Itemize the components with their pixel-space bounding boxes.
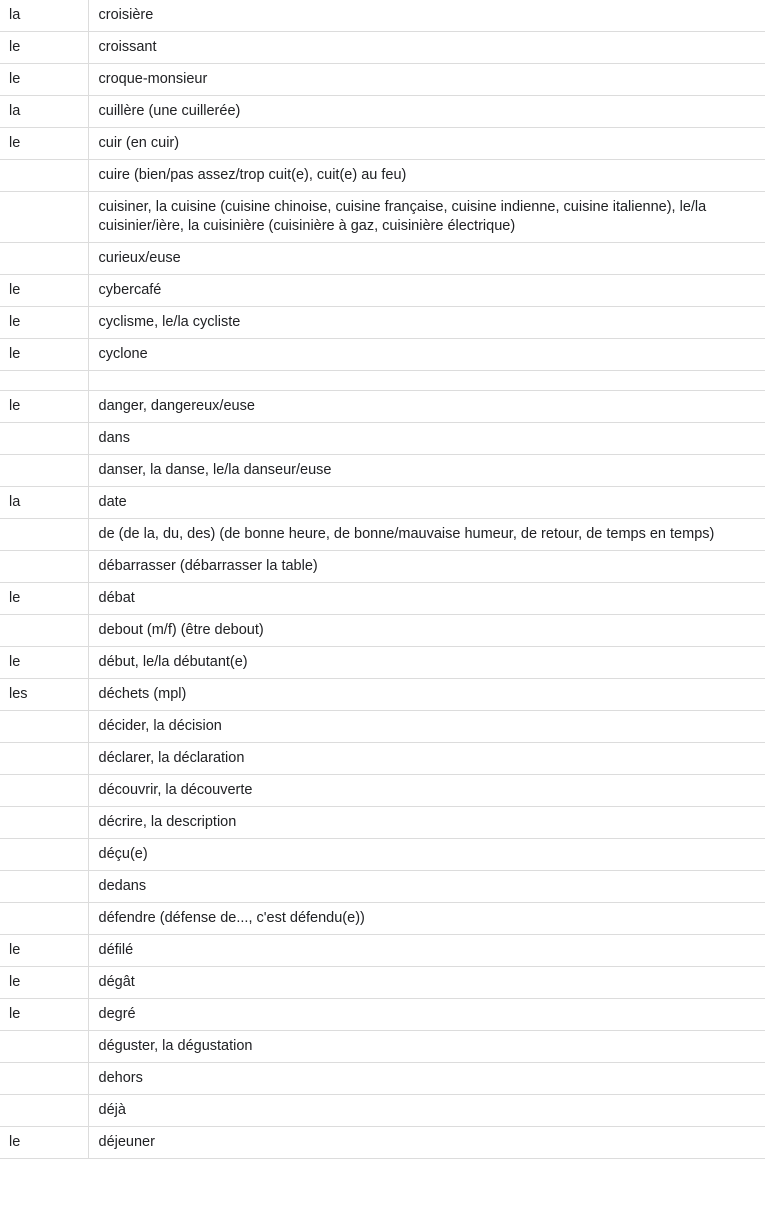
table-row: [0, 487, 765, 519]
table-row: [0, 519, 765, 551]
table-row: [0, 391, 765, 423]
cell-term: dégât: [88, 967, 765, 999]
cell-term: cuire (bien/pas assez/trop cuit(e), cuit(e) au feu): [88, 160, 765, 192]
table-row: [0, 711, 765, 743]
cell-term: déçu(e): [88, 839, 765, 871]
cell-term: dedans: [88, 871, 765, 903]
cell-article: le: [0, 64, 88, 96]
table-row: [0, 192, 765, 243]
table-row: [0, 743, 765, 775]
cell-article: la: [0, 487, 88, 519]
table-row: [0, 615, 765, 647]
table-row: [0, 1063, 765, 1095]
cell-article: les: [0, 679, 88, 711]
cell-article: [0, 1031, 88, 1063]
cell-term: déclarer, la déclaration: [88, 743, 765, 775]
cell-article: [0, 807, 88, 839]
cell-term: début, le/la débutant(e): [88, 647, 765, 679]
cell-term: cyclone: [88, 339, 765, 371]
table-row: [0, 275, 765, 307]
cell-term: décider, la décision: [88, 711, 765, 743]
cell-article: le: [0, 647, 88, 679]
cell-term: déchets (mpl): [88, 679, 765, 711]
table-row: [0, 999, 765, 1031]
cell-article: le: [0, 935, 88, 967]
cell-term: défendre (défense de..., c'est défendu(e)): [88, 903, 765, 935]
cell-article: [0, 192, 88, 243]
cell-article: [0, 551, 88, 583]
table-row: [0, 903, 765, 935]
cell-article: [0, 839, 88, 871]
cell-term: danser, la danse, le/la danseur/euse: [88, 455, 765, 487]
cell-term: déjeuner: [88, 1127, 765, 1159]
cell-term: défilé: [88, 935, 765, 967]
table-row: [0, 551, 765, 583]
cell-term: cybercafé: [88, 275, 765, 307]
cell-article: le: [0, 999, 88, 1031]
cell-term: dans: [88, 423, 765, 455]
cell-article: [0, 243, 88, 275]
cell-article: [0, 455, 88, 487]
cell-term: croisière: [88, 0, 765, 32]
table-row: [0, 679, 765, 711]
cell-term: déguster, la dégustation: [88, 1031, 765, 1063]
cell-term: cuillère (une cuillerée): [88, 96, 765, 128]
cell-article: [0, 775, 88, 807]
cell-article: [0, 371, 88, 391]
cell-article: le: [0, 1127, 88, 1159]
cell-article: le: [0, 275, 88, 307]
cell-article: le: [0, 967, 88, 999]
cell-term: degré: [88, 999, 765, 1031]
table-row-spacer: [0, 371, 765, 391]
table-row: [0, 423, 765, 455]
cell-article: le: [0, 391, 88, 423]
cell-term: de (de la, du, des) (de bonne heure, de bonne/mauvaise humeur, de retour, de temps en temps): [88, 519, 765, 551]
cell-article: le: [0, 339, 88, 371]
cell-term: croque-monsieur: [88, 64, 765, 96]
table-row: [0, 1095, 765, 1127]
cell-article: [0, 711, 88, 743]
cell-article: le: [0, 32, 88, 64]
cell-article: [0, 1063, 88, 1095]
table-row: [0, 96, 765, 128]
table-row: [0, 128, 765, 160]
cell-term: déjà: [88, 1095, 765, 1127]
cell-article: [0, 871, 88, 903]
table-row: [0, 1031, 765, 1063]
cell-term: cuir (en cuir): [88, 128, 765, 160]
cell-term: date: [88, 487, 765, 519]
table-row: [0, 32, 765, 64]
table-row: [0, 647, 765, 679]
cell-article: la: [0, 96, 88, 128]
cell-article: le: [0, 128, 88, 160]
cell-term: croissant: [88, 32, 765, 64]
table-row: [0, 64, 765, 96]
cell-article: [0, 1095, 88, 1127]
table-row: [0, 583, 765, 615]
table-row: [0, 967, 765, 999]
cell-term: découvrir, la découverte: [88, 775, 765, 807]
table-row: [0, 243, 765, 275]
table-row: [0, 307, 765, 339]
cell-term: curieux/euse: [88, 243, 765, 275]
cell-term: débarrasser (débarrasser la table): [88, 551, 765, 583]
table-row: [0, 775, 765, 807]
cell-article: [0, 423, 88, 455]
cell-term: dehors: [88, 1063, 765, 1095]
cell-term: décrire, la description: [88, 807, 765, 839]
table-row: [0, 807, 765, 839]
table-row: [0, 0, 765, 32]
table-row: [0, 1127, 765, 1159]
cell-article: [0, 903, 88, 935]
cell-term: cuisiner, la cuisine (cuisine chinoise, cuisine française, cuisine indienne, cuisine italienne), le/la cuisinier/ière, la cuisinière (cuisinière à gaz, cuisinière électrique): [88, 192, 765, 243]
cell-term: [88, 371, 765, 391]
cell-article: [0, 743, 88, 775]
cell-term: débat: [88, 583, 765, 615]
cell-article: le: [0, 307, 88, 339]
cell-term: danger, dangereux/euse: [88, 391, 765, 423]
cell-article: [0, 615, 88, 647]
cell-article: le: [0, 583, 88, 615]
table-row: [0, 839, 765, 871]
table-row: [0, 935, 765, 967]
cell-article: [0, 160, 88, 192]
table-row: [0, 160, 765, 192]
table-row: [0, 871, 765, 903]
table-row: [0, 339, 765, 371]
cell-term: debout (m/f) (être debout): [88, 615, 765, 647]
cell-article: la: [0, 0, 88, 32]
cell-term: cyclisme, le/la cycliste: [88, 307, 765, 339]
cell-article: [0, 519, 88, 551]
table-row: [0, 455, 765, 487]
